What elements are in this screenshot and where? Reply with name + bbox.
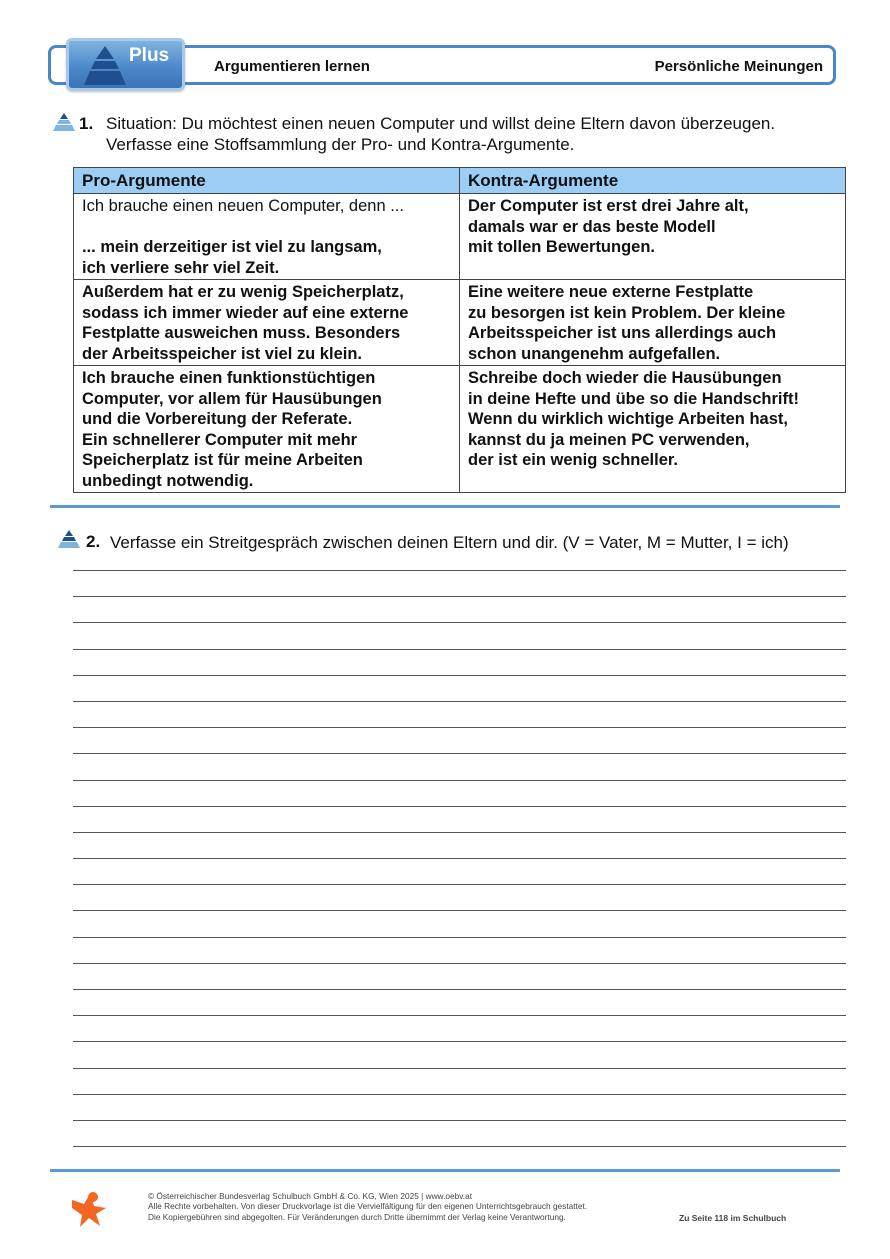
writing-line[interactable]: [73, 649, 846, 650]
table-header-row: [74, 168, 846, 194]
pro-cell: [74, 194, 460, 280]
section-title: Persönliche Meinungen: [654, 58, 823, 75]
writing-line[interactable]: [73, 1094, 846, 1095]
section-divider: [50, 505, 840, 508]
arguments-table: [73, 167, 846, 493]
writing-line[interactable]: [73, 1120, 846, 1121]
writing-line[interactable]: [73, 675, 846, 676]
difficulty-level-icon: [58, 530, 80, 548]
writing-line[interactable]: [73, 937, 846, 938]
footer-divider: [50, 1169, 840, 1172]
writing-line[interactable]: [73, 596, 846, 597]
writing-line[interactable]: [73, 1068, 846, 1069]
writing-line[interactable]: [73, 989, 846, 990]
writing-line[interactable]: [73, 963, 846, 964]
plus-logo: [66, 38, 185, 91]
pro-intro: Ich brauche einen neuen Computer, denn ...: [82, 197, 404, 215]
copyright-notice: [148, 1191, 587, 1222]
task-1-number: 1.: [79, 114, 94, 133]
publisher-logo-icon: [70, 1190, 108, 1228]
writing-line[interactable]: [73, 570, 846, 571]
writing-line[interactable]: [73, 1146, 846, 1147]
writing-line[interactable]: [73, 727, 846, 728]
logo-text: Plus: [129, 45, 170, 66]
pro-header: Pro-Argumente: [74, 168, 460, 194]
pro-argument: ... mein derzeitiger ist viel zu langsam, ich verliere sehr viel Zeit.: [82, 238, 382, 277]
task-1-line-1: Situation: Du möchtest einen neuen Computer und willst deine Eltern davon überzeugen.: [106, 114, 776, 133]
table-row: [74, 194, 846, 280]
writing-lines[interactable]: [73, 570, 846, 1172]
task-2-instructions: Verfasse ein Streitgespräch zwischen deinen Eltern und dir. (V = Vater, M = Mutter, I = ich): [110, 533, 789, 552]
pro-argument: Außerdem hat er zu wenig Speicherplatz, sodass ich immer wieder auf eine externe Festplatte ausweichen muss. Besonders der Arbeitsspeicher ist viel zu klein.: [74, 280, 460, 366]
writing-line[interactable]: [73, 701, 846, 702]
schoolbook-page-reference: Zu Seite 118 im Schulbuch: [679, 1213, 787, 1223]
contra-argument: Der Computer ist erst drei Jahre alt, damals war er das beste Modell mit tollen Bewertungen.: [460, 194, 846, 280]
task-2-number: 2.: [86, 532, 101, 551]
copyright-line-1: © Österreichischer Bundesverlag Schulbuch GmbH & Co. KG, Wien 2025 | www.oebv.at: [148, 1191, 472, 1201]
contra-header: Kontra-Argumente: [460, 168, 846, 194]
writing-line[interactable]: [73, 753, 846, 754]
task-1-line-2: Verfasse eine Stoffsammlung der Pro- und Kontra-Argumente.: [106, 135, 575, 154]
contra-argument: Schreibe doch wieder die Hausübungen in deine Hefte und übe so die Handschrift! Wenn du wirklich wichtige Arbeiten hast, kannst du ja meinen PC verwenden, der ist ein wenig schneller.: [460, 366, 846, 493]
contra-argument: Eine weitere neue externe Festplatte zu besorgen ist kein Problem. Der kleine Arbeitsspeicher ist uns allerdings auch schon unangenehm aufgefallen.: [460, 280, 846, 366]
writing-line[interactable]: [73, 622, 846, 623]
writing-line[interactable]: [73, 780, 846, 781]
writing-line[interactable]: [73, 884, 846, 885]
writing-line[interactable]: [73, 1041, 846, 1042]
writing-line[interactable]: [73, 910, 846, 911]
writing-line[interactable]: [73, 832, 846, 833]
table-row: [74, 280, 846, 366]
pro-argument: Ich brauche einen funktionstüchtigen Computer, vor allem für Hausübungen und die Vorbereitung der Referate. Ein schnellerer Computer mit mehr Speicherplatz ist für meine Arbeiten unbedingt notwendig.: [74, 366, 460, 493]
task-1-instructions: [106, 113, 836, 155]
table-row: [74, 366, 846, 493]
triangle-logo-icon: [83, 45, 127, 87]
writing-line[interactable]: [73, 1015, 846, 1016]
writing-line[interactable]: [73, 806, 846, 807]
copyright-line-2: Alle Rechte vorbehalten. Von dieser Druckvorlage ist die Vervielfältigung für den eigenen Unterrichtsgebrauch gestattet.: [148, 1201, 588, 1212]
page-title: Argumentieren lernen: [214, 58, 370, 75]
difficulty-level-icon: [53, 113, 75, 131]
copyright-line-3: Die Kopiergebühren sind abgegolten. Für Veränderungen durch Dritte übernimmt der Verlag keine Verantwortung.: [148, 1211, 566, 1222]
writing-line[interactable]: [73, 858, 846, 859]
